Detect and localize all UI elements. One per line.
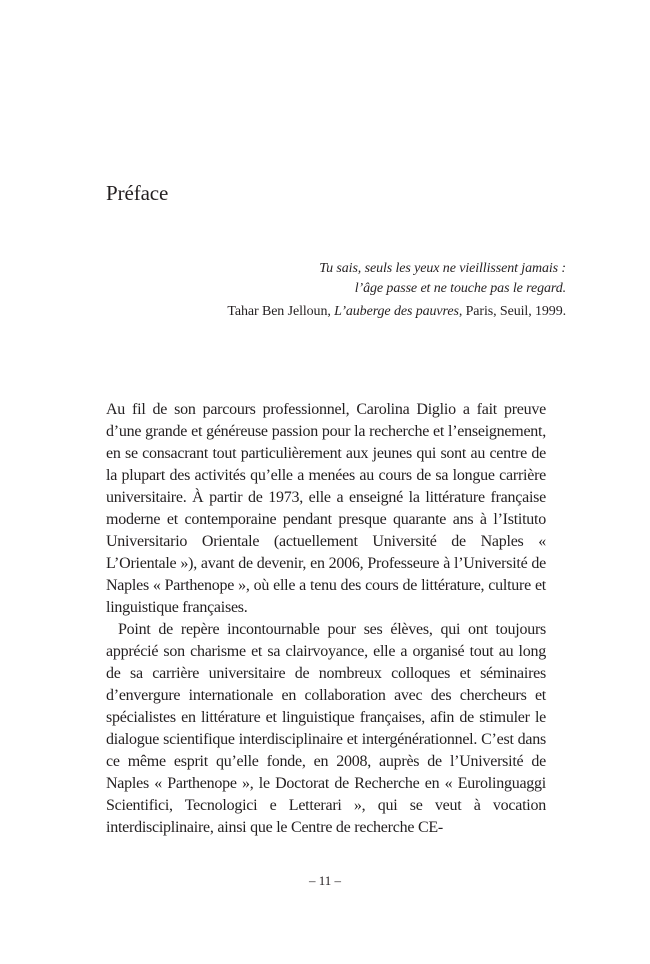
epigraph-attribution [96, 302, 566, 322]
epigraph-author: Tahar Ben Jelloun, [227, 304, 335, 319]
epigraph-line: l’âge passe et ne touche pas le regard. [354, 281, 566, 296]
paragraph: Point de repère incontournable pour ses élèves, qui ont toujours apprécié son charisme et sa clairvoyance, elle a organisé tout au long de sa carrière universitaire de nombreux colloques et séminaires d’envergure internationale en collaboration avec des chercheurs et spécialistes en littérature et linguistique françaises, afin de stimuler le dialogue scientifique interdisciplinaire et intergénérationnel. C’est dans ce même esprit qu’elle fonde, en 2008, auprès de l’Université de Naples « Parthenope », le Doctorat de Recherche en « Eurolinguaggi Scientifici, Tecnologici e Letterari », qui se veut à vocation interdisciplinaire, ainsi que le Centre de recherche CE- [106, 621, 546, 836]
body-text [106, 399, 546, 839]
page-number: – 11 – [308, 873, 342, 888]
page-title: Préface [106, 181, 169, 205]
epigraph-publication: , Paris, Seuil, 1999. [458, 304, 566, 319]
epigraph-book-title: L’auberge des pauvres [334, 304, 459, 319]
paragraph: Au fil de son parcours professionnel, Carolina Diglio a fait preuve d’une grande et généreuse passion pour la recherche et l’enseignement, en se consacrant tout particulièrement aux jeunes qui sont au centre de la plupart des activités qu’elle a menées au cours de sa longue carrière universitaire. À partir de 1973, elle a enseigné la littérature française moderne et contemporaine pendant presque quarante ans à l’Istituto Universitario Orientale (actuellement Université de Naples « L’Orientale »), avant de devenir, en 2006, Professeure à l’Université de Naples « Parthenope », où elle a tenu des cours de littérature, culture et linguistique françaises. [106, 401, 546, 616]
epigraph-line: Tu sais, seuls les yeux ne vieillissent jamais : [319, 261, 566, 276]
epigraph [96, 259, 566, 322]
